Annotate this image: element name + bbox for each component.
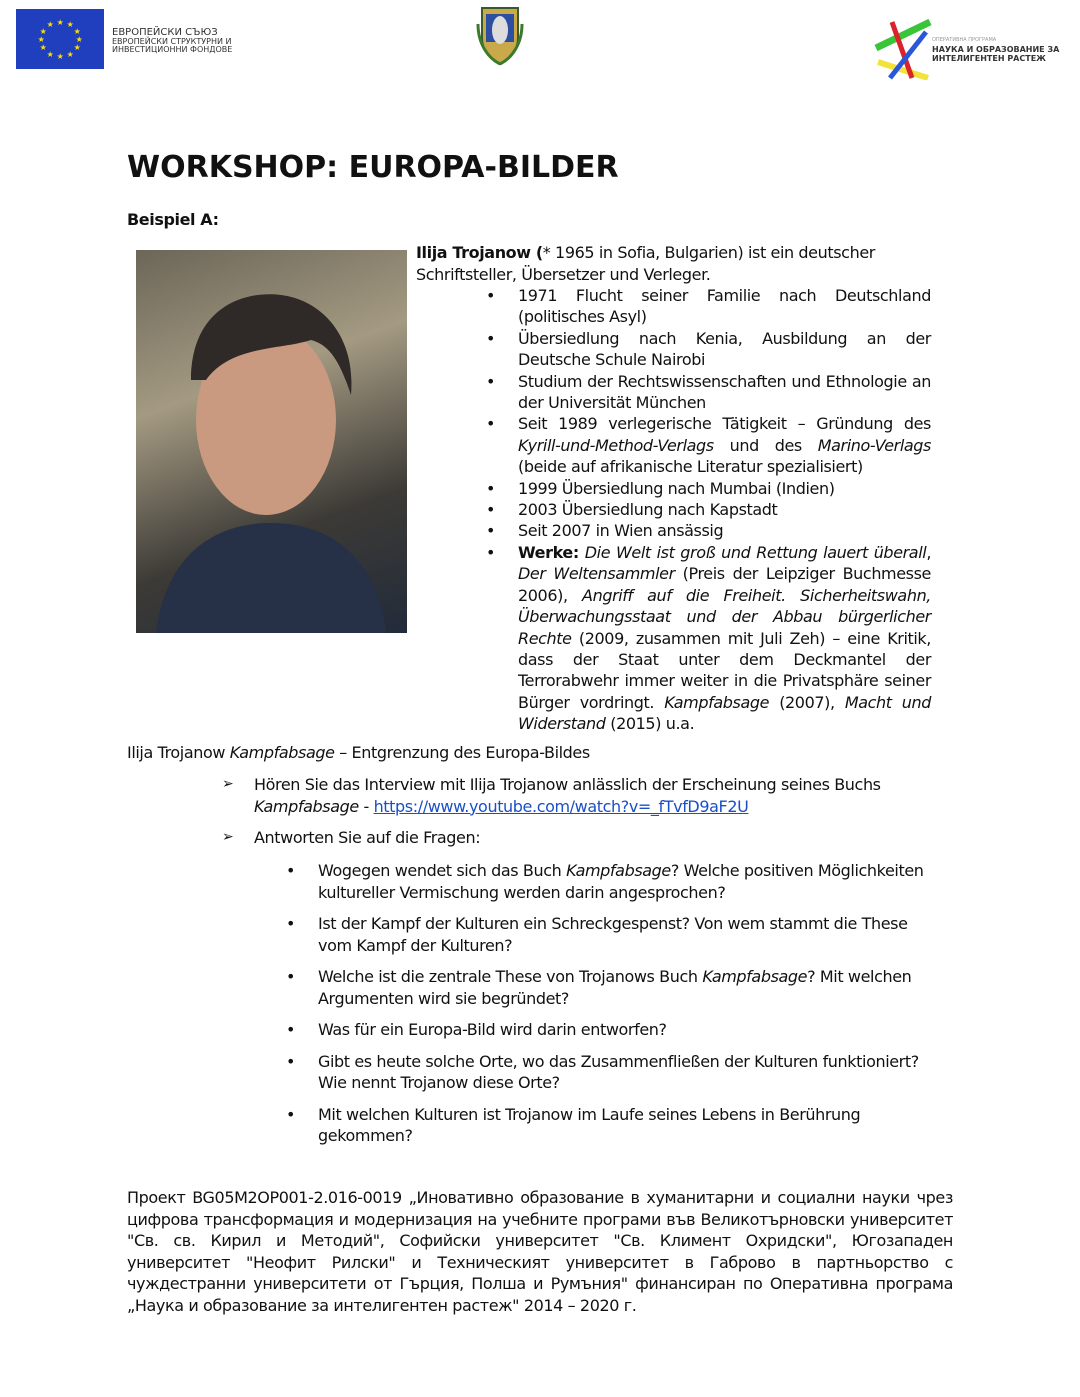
item-text: Seit 1989 verlegerische Tätigkeit – Gründung des xyxy=(518,414,931,434)
book-title: Kampfabsage xyxy=(254,796,359,816)
eu-subtitle: ИНВЕСТИЦИОННИ ФОНДОВЕ xyxy=(112,45,233,54)
svg-text:★: ★ xyxy=(56,52,64,61)
eu-flag-logo xyxy=(16,9,104,69)
publisher-name: Marino-Verlags xyxy=(817,435,931,455)
task-text: - xyxy=(358,796,374,816)
question-item xyxy=(290,1051,940,1094)
question-text: Mit welchen Kulturen ist Trojanow im Laufe seines Lebens in Berührung gekommen? xyxy=(318,1104,861,1145)
question-text: ? Mit welchen Argumenten wird sie begründet? xyxy=(318,967,912,1008)
intro-text: * 1965 in Sofia, Bulgarien) ist ein deutscher Schriftsteller, Übersetzer und Verleger. xyxy=(416,243,875,284)
list-item xyxy=(490,413,931,477)
svg-text:★: ★ xyxy=(66,50,74,59)
topic-text: – Entgrenzung des Europa-Bildes xyxy=(334,743,590,762)
list-item xyxy=(490,478,931,499)
item-text: (Preis der Leipziger Buchmesse 2006), xyxy=(518,564,931,605)
question-text: Gibt es heute solche Orte, wo das Zusammenfließen der Kulturen funktioniert? Wie nennt Trojanow diese Orte? xyxy=(318,1051,919,1092)
book-title: Macht und Widerstand xyxy=(518,692,931,734)
book-title: Angriff auf die Freiheit. Sicherheitswahn, Überwachungsstaat und der Abbau bürgerlicher Rechte xyxy=(518,585,931,648)
book-title: Kampfabsage xyxy=(566,861,671,880)
eu-title: ЕВРОПЕЙСКИ СЪЮЗ xyxy=(112,27,218,38)
book-title: Kampfabsage xyxy=(664,692,770,712)
question-item xyxy=(290,860,940,903)
question-text: Ist der Kampf der Kulturen ein Schreckgespenst? Von wem stammt die These vom Kampf der Kulturen? xyxy=(318,914,908,955)
works-label: Werke: xyxy=(518,542,579,562)
op-line: ИНТЕЛИГЕНТЕН РАСТЕЖ xyxy=(932,54,1046,63)
question-list xyxy=(290,860,940,1157)
author-photo xyxy=(136,250,407,633)
item-text: , xyxy=(926,542,931,562)
question-item xyxy=(290,1104,940,1147)
task-text: Antworten Sie auf die Fragen: xyxy=(254,828,481,847)
project-footer: Проект BG05M2OP001-2.016-0019 „Иновативно образование в хуманитарни и социални науки чрез цифрова трансформация и модернизация на учебните програми във Великотърновски университет "Св. св. Кирил и Методий", Софийски университет "Св. Климент Охридски", Югозападен университет "Неофит Рилски" и Техническият университет в Габрово в партньорство с чуждестранни университети от Гърция, Полша и Румъния" финансиран по Оперативна програма „Наука и образование за интелигентен растеж" 2014 – 2020 г. xyxy=(127,1188,953,1315)
page-title: WORKSHOP: EUROPA-BILDER xyxy=(127,150,619,185)
eu-subtitle: ЕВРОПЕЙСКИ СТРУКТУРНИ И xyxy=(112,37,232,46)
svg-text:★: ★ xyxy=(39,27,47,36)
item-text: (2009, zusammen mit Juli Zeh) – eine Kritik, dass der Staat unter dem Deckmantel der Terrorabwehr immer weiter in die Privatsphäre seiner Bürger vordringt. xyxy=(518,628,931,712)
topic-line xyxy=(127,742,590,763)
eu-logo-text xyxy=(112,27,232,54)
item-text: (beide auf afrikanische Literatur spezialisiert) xyxy=(518,457,863,477)
list-item xyxy=(490,285,931,328)
svg-text:★: ★ xyxy=(73,27,81,36)
task-text: Hören Sie das Interview mit Ilija Trojanow anlässlich der Erscheinung seines Buchs xyxy=(254,775,881,794)
item-text: 2003 Übersiedlung nach Kapstadt xyxy=(518,500,778,520)
task-item xyxy=(222,827,922,849)
author-intro xyxy=(416,242,936,285)
question-text: ? Welche positiven Möglichkeiten kultureller Vermischung werden darin angesprochen? xyxy=(318,861,924,902)
svg-text:★: ★ xyxy=(46,50,54,59)
svg-text:★: ★ xyxy=(73,43,81,52)
list-item-works xyxy=(490,542,931,735)
section-subtitle: Beispiel A: xyxy=(127,210,219,229)
list-item xyxy=(490,499,931,520)
task-list xyxy=(222,774,922,859)
item-text: 1971 Flucht seiner Familie nach Deutschland (politisches Asyl) xyxy=(518,286,931,327)
book-title: Der Weltensammler xyxy=(518,564,675,584)
list-item xyxy=(490,520,931,541)
op-small: ОПЕРАТИВНА ПРОГРАМА xyxy=(932,37,997,43)
item-text: und des xyxy=(713,435,818,455)
item-text: (2007), xyxy=(769,692,845,712)
biography-list xyxy=(490,285,931,735)
item-text: Übersiedlung nach Kenia, Ausbildung an der Deutsche Schule Nairobi xyxy=(518,328,931,370)
publisher-name: Kyrill-und-Method-Verlags xyxy=(518,435,714,455)
book-title: Kampfabsage xyxy=(229,743,335,762)
question-text: Welche ist die zentrale These von Trojanows Buch xyxy=(318,967,703,986)
question-item xyxy=(290,966,940,1009)
op-line: НАУКА И ОБРАЗОВАНИЕ ЗА xyxy=(932,45,1060,54)
question-text: Was für ein Europa-Bild wird darin entworfen? xyxy=(318,1020,667,1039)
question-item xyxy=(290,1019,940,1041)
svg-text:★: ★ xyxy=(75,35,83,44)
author-name: Ilija Trojanow ( xyxy=(416,243,543,262)
book-title: Die Welt ist groß und Rettung lauert überall xyxy=(584,542,927,562)
task-item xyxy=(222,774,922,817)
arrow-bullet-icon: ➢ xyxy=(222,829,234,845)
item-text: Seit 2007 in Wien ansässig xyxy=(518,521,724,541)
book-title: Kampfabsage xyxy=(702,967,808,986)
question-text: Wogegen wendet sich das Buch xyxy=(318,861,567,880)
svg-text:★: ★ xyxy=(37,35,45,44)
operational-programme-logo xyxy=(872,18,934,80)
question-item xyxy=(290,913,940,956)
svg-text:★: ★ xyxy=(39,43,47,52)
svg-text:★: ★ xyxy=(46,20,54,29)
university-crest-logo xyxy=(474,4,526,66)
youtube-link[interactable]: https://www.youtube.com/watch?v=_fTvfD9aF2U xyxy=(373,796,749,816)
svg-text:★: ★ xyxy=(66,20,74,29)
svg-text:★: ★ xyxy=(56,18,64,27)
item-text: 1999 Übersiedlung nach Mumbai (Indien) xyxy=(518,478,835,498)
arrow-bullet-icon: ➢ xyxy=(222,776,234,792)
list-item xyxy=(490,328,931,371)
item-text: Studium der Rechtswissenschaften und Ethnologie an der Universität München xyxy=(518,371,931,413)
list-item xyxy=(490,371,931,414)
item-text: (2015) u.a. xyxy=(605,714,695,734)
topic-text: Ilija Trojanow xyxy=(127,743,230,762)
op-logo-text xyxy=(932,36,1059,63)
